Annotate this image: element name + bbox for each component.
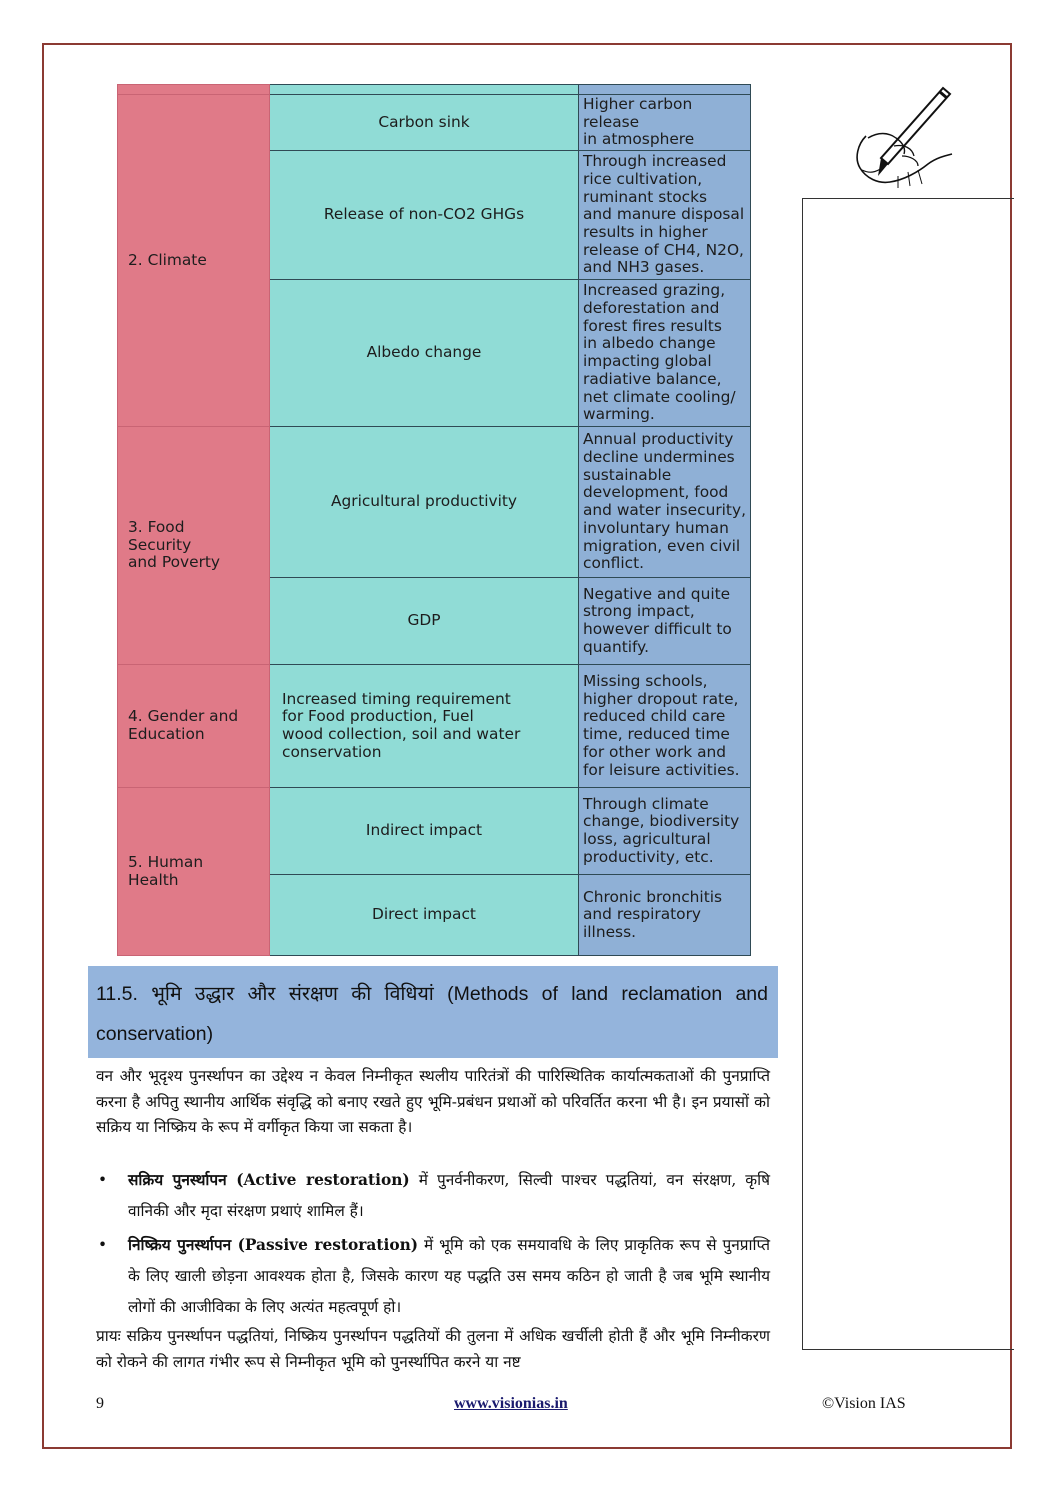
list-item-text: में भूमि को एक समयावधि के लिए प्राकृतिक रूप से पुनप्राप्ति के लिए खाली छोड़ना आवश्यक होता है, जिसके कारण यह पद्धति उस समय कठिन हो जाती है जब भूमि स्थानीय लोगों की आजीविका के लिए अत्यंत महत्वपूर्ण हो।: [128, 1236, 770, 1316]
table-row: [118, 427, 751, 578]
list-item: [96, 1165, 770, 1227]
subcategory-cell: Increased timing requirement for Food production, Fuel wood collection, soil and water conservation: [270, 665, 579, 788]
bullet-icon: •: [98, 1171, 108, 1189]
page-number: 9: [96, 1395, 104, 1412]
effect-cell: Higher carbon release in atmosphere: [579, 95, 751, 151]
category-label: 3. Food Security and Poverty: [128, 518, 221, 572]
effect-cell: [579, 85, 751, 95]
subcategory-cell: Release of non-CO2 GHGs: [270, 151, 579, 280]
category-label: 2. Climate: [128, 250, 207, 269]
section-heading: 11.5. भूमि उद्धार और संरक्षण की विधियां (Methods of land reclamation and conservation): [88, 966, 778, 1058]
category-cell: [118, 95, 270, 427]
category-cell: [118, 427, 270, 665]
effect-cell: Negative and quite strong impact, however difficult to quantify.: [579, 578, 751, 665]
table-row: [118, 665, 751, 788]
subcategory-cell: GDP: [270, 578, 579, 665]
subcategory-cell: Indirect impact: [270, 788, 579, 875]
body-paragraph: प्रायः सक्रिय पुनर्स्थापन पद्धतियां, निष्क्रिय पुनर्स्थापन पद्धतियों की तुलना में अधिक खर्चीली होती हैं और भूमि निम्नीकरण को रोकने की लागत गंभीर रूप से निम्नीकृत भूमि को पुनर्स्थापित करने या नष्ट: [96, 1327, 770, 1371]
term-active-restoration: सक्रिय पुनर्स्थापन (Active restoration): [128, 1171, 410, 1189]
body-paragraph: वन और भूदृश्य पुनर्स्थापन का उद्देश्य न केवल निम्नीकृत स्थलीय पारितंत्रों की पारिस्थितिक कार्यात्मकताओं की पुनप्राप्ति करना है अपितु स्थानीय आर्थिक संवृद्धि को बनाए रखते हुए भूमि-प्रबंधन प्रथाओं को परिवर्तित करना भी है। इन प्रयासों को सक्रिय या निष्क्रिय के रूप में वर्गीकृत किया जा सकता है।: [96, 1067, 770, 1136]
table-row: [118, 85, 751, 95]
pen-in-hand-icon: [848, 86, 958, 190]
subcategory-cell: Direct impact: [270, 875, 579, 956]
category-label: 5. Human Health: [128, 852, 204, 889]
table-row: [118, 788, 751, 875]
restoration-types-list: [96, 1165, 770, 1326]
bullet-icon: •: [98, 1236, 108, 1254]
effect-cell: Increased grazing, deforestation and forest fires results in albedo change impacting global radiative balance, net climate cooling/ warming.: [579, 280, 751, 427]
table-row: [118, 95, 751, 151]
term-passive-restoration: निष्क्रिय पुनर्स्थापन (Passive restoration): [128, 1236, 419, 1254]
category-cell: [118, 85, 270, 95]
land-degradation-impacts-table: [117, 84, 751, 956]
subcategory-cell: Albedo change: [270, 280, 579, 427]
copyright-text: ©Vision IAS: [822, 1395, 906, 1412]
effect-cell: Through climate change, biodiversity loss, agricultural productivity, etc.: [579, 788, 751, 875]
category-cell: [118, 788, 270, 956]
website-link[interactable]: www.visionias.in: [454, 1395, 568, 1412]
effect-cell: Chronic bronchitis and respiratory illness.: [579, 875, 751, 956]
effect-cell: Through increased rice cultivation, ruminant stocks and manure disposal results in higher release of CH4, N2O, and NH3 gases.: [579, 151, 751, 280]
subcategory-cell: Agricultural productivity: [270, 427, 579, 578]
notes-margin-box: [802, 198, 1014, 1350]
effect-cell: Missing schools, higher dropout rate, reduced child care time, reduced time for other work and for leisure activities.: [579, 665, 751, 788]
list-item: [96, 1230, 770, 1323]
category-cell: [118, 665, 270, 788]
effect-cell: Annual productivity decline undermines sustainable development, food and water insecurity, involuntary human migration, even civil conflict.: [579, 427, 751, 578]
list-item-text: में पुनर्वनीकरण, सिल्वी पाश्चर पद्धतियां, वन संरक्षण, कृषि वानिकी और मृदा संरक्षण प्रथाएं शामिल हैं।: [128, 1171, 770, 1220]
category-label: 4. Gender and Education: [128, 707, 239, 744]
subcategory-cell: Carbon sink: [270, 95, 579, 151]
subcategory-cell: [270, 85, 579, 95]
